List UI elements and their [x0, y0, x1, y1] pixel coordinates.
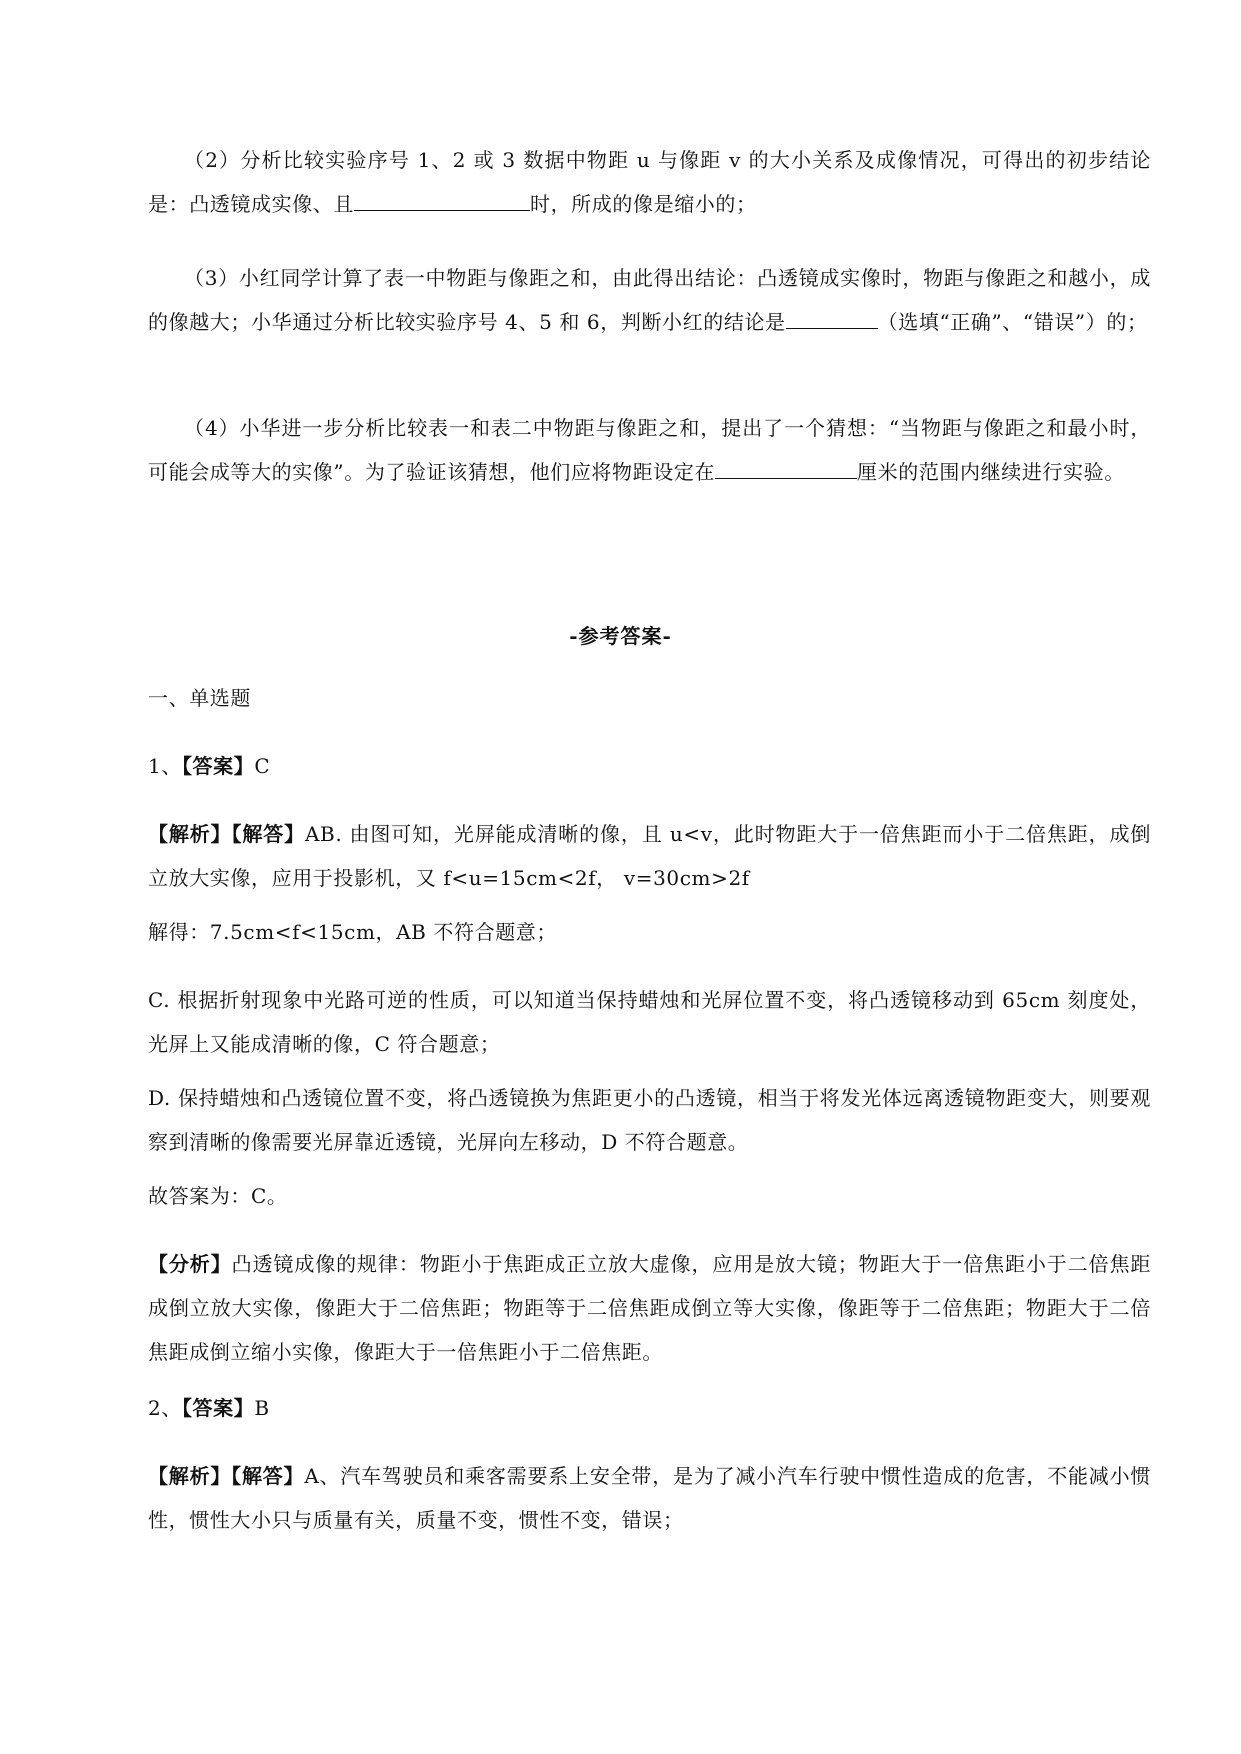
answer-title: -参考答案-: [569, 624, 672, 648]
answer-1-solve: 解得：7.5cm<f<15cm，AB 不符合题意；: [148, 920, 558, 944]
section-heading: 一、单选题: [148, 686, 251, 710]
answer-blank-q4[interactable]: [715, 452, 857, 479]
answer-2-analysis: 【解析】【解答】A、汽车驾驶员和乘客需要系上安全带，是为了减小汽车行驶中惯性造成的危害，不能减小惯性，惯性大小只与质量有关，质量不变，惯性不变，错误；: [148, 1464, 1151, 1532]
answer-blank-q2[interactable]: [354, 184, 530, 211]
question-4: （4）小华进一步分析比较表一和表二中物距与像距之和，提出了一个猜想：“当物距与像距之和最小时，可能会成等大的实像”。为了验证该猜想，他们应将物距设定在 厘米的范围内继续进行实验。: [148, 416, 1151, 484]
answer-1-value: C: [254, 754, 271, 778]
question-3: （3）小红同学计算了表一中物距与像距之和，由此得出结论：凸透镜成实像时，物距与像距之和越小，成的像越大；小华通过分析比较实验序号 4、5 和 6，判断小红的结论是 （选填“正确”、“错误”）的；: [148, 266, 1151, 334]
answer-1-final: 故答案为：C。: [148, 1184, 288, 1208]
answer-blank-q3[interactable]: [786, 302, 878, 329]
answer-1-option-c: C. 根据折射现象中光路可逆的性质，可以知道当保持蜡烛和光屏位置不变，将凸透镜移动到 65cm 刻度处，光屏上又能成清晰的像，C 符合题意；: [148, 988, 1151, 1056]
question-2: （2）分析比较实验序号 1、2 或 3 数据中物距 u 与像距 v 的大小关系及成像情况，可得出的初步结论是：凸透镜成实像、且 时，所成的像是缩小的；: [148, 148, 1151, 216]
answer-1-line: 1、【答案】C: [148, 754, 271, 778]
answer-1-fenxi: 【分析】凸透镜成像的规律：物距小于焦距成正立放大虚像，应用是放大镜；物距大于一倍焦距小于二倍焦距成倒立放大实像，像距大于二倍焦距；物距等于二倍焦距成倒立等大实像，像距等于二倍焦距；物距大于二倍焦距成倒立缩小实像，像距大于一倍焦距小于二倍焦距。: [148, 1252, 1151, 1364]
answer-1-option-d: D. 保持蜡烛和凸透镜位置不变，将凸透镜换为焦距更小的凸透镜，相当于将发光体远离透镜物距变大，则要观察到清晰的像需要光屏靠近透镜，光屏向左移动，D 不符合题意。: [148, 1086, 1151, 1154]
answer-2-value: B: [254, 1396, 270, 1420]
answer-2-line: 2、【答案】B: [148, 1396, 270, 1420]
answer-1-analysis: 【解析】【解答】AB. 由图可知，光屏能成清晰的像，且 u<v，此时物距大于一倍焦距而小于二倍焦距，成倒立放大实像，应用于投影机，又 f<u=15cm<2f， v=30cm>2f: [148, 822, 1151, 890]
